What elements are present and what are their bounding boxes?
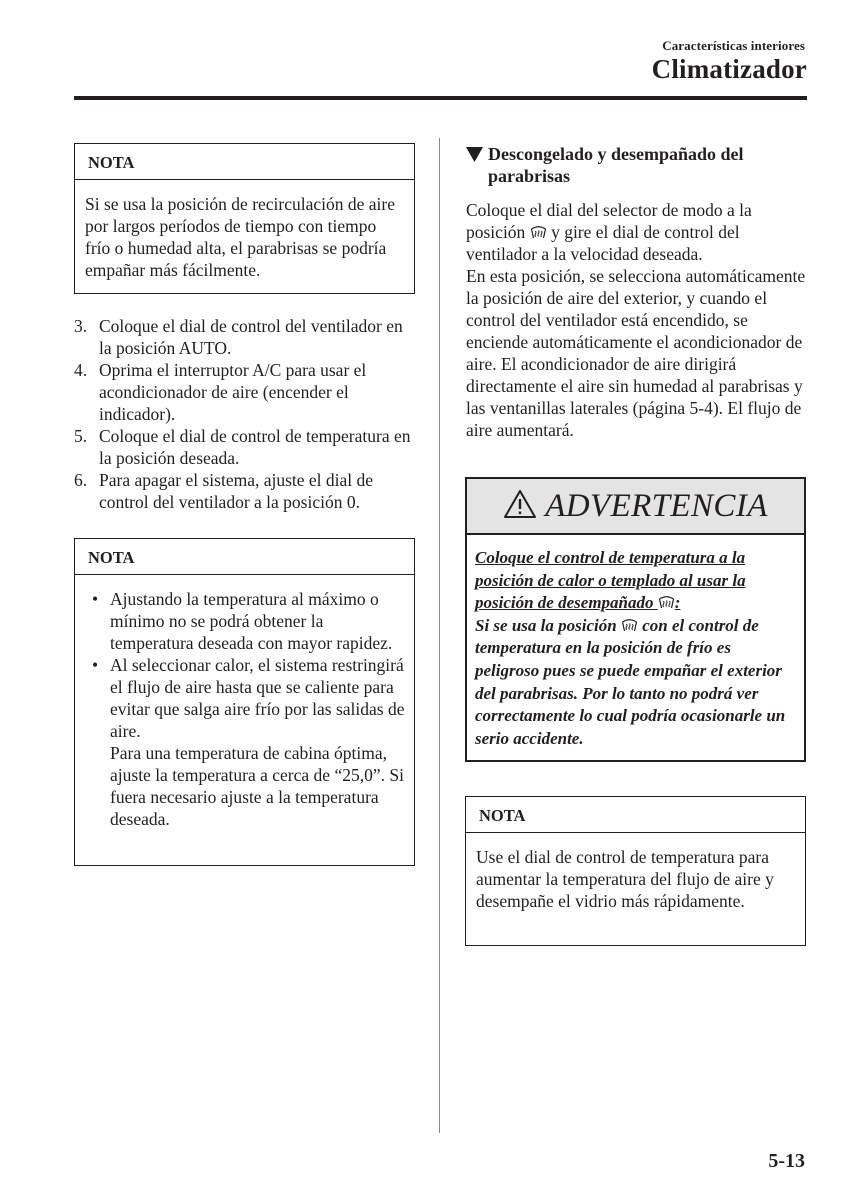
section-heading-text: Descongelado y desempañado del parabrisas — [488, 144, 744, 186]
bullet-continuation — [91, 742, 406, 830]
note-heading: NOTA — [466, 797, 805, 833]
step-text: Coloque el dial de control del ventilador en la posición AUTO. — [99, 316, 403, 358]
note-text: Use el dial de control de temperatura para aumentar la temperatura del flujo de aire y desempañe el vidrio más rápidamente. — [476, 847, 774, 911]
note-box-temperature — [74, 538, 415, 866]
warning-text-end: con el control de temperatura en la posición de frío es peligroso pues se puede empañar el exterior del parabrisas. Por lo tanto no podrá ver correctamente lo cual podría ocasionarle un serio accidente. — [475, 615, 786, 748]
body-paragraph — [466, 199, 806, 441]
step-number: 5. — [74, 426, 88, 446]
step-text: Oprima el interruptor A/C para usar el acondicionador de aire (encender el indicador). — [99, 360, 367, 424]
step-item — [74, 425, 419, 469]
steps-list — [74, 315, 419, 513]
section-triangle-icon — [466, 145, 483, 167]
windshield-defroster-icon — [658, 593, 675, 607]
bullet-marker: • — [92, 655, 99, 675]
bullet-item — [91, 588, 406, 654]
step-number: 6. — [74, 470, 88, 490]
step-number: 4. — [74, 360, 88, 380]
note-heading: NOTA — [75, 539, 414, 575]
warning-text — [475, 615, 796, 751]
step-item — [74, 359, 419, 425]
paragraph-text: Coloque el dial del selector de modo a la posición — [466, 200, 752, 242]
bullet-marker: • — [92, 589, 99, 609]
note-box-recirculation — [74, 143, 415, 294]
warning-text-start: Si se usa la posición — [475, 615, 617, 635]
note-bullets — [75, 575, 414, 838]
note-text: Si se usa la posición de recirculación de aire por largos períodos de tiempo con tiempo frío o humedad alta, el parabrisas se podría empañar más fácilmente. — [85, 194, 396, 280]
bullet-text: Ajustando la temperatura al máximo o mínimo no se podrá obtener la temperatura deseada con mayor rapidez. — [110, 589, 393, 653]
bullet-extra-text: Para una temperatura de cabina óptima, ajuste la temperatura a cerca de “25,0”. Si fuera necesario ajuste a la temperatura deseada. — [110, 743, 404, 829]
step-text: Para apagar el sistema, ajuste el dial de control del ventilador a la posición 0. — [99, 470, 374, 512]
warning-header — [467, 479, 804, 535]
bullet-text: Al seleccionar calor, el sistema restringirá el flujo de aire hasta que se caliente para evitar que salga aire frío por las salidas de aire. — [110, 655, 405, 741]
step-text: Coloque el dial de control de temperatura en la posición deseada. — [99, 426, 411, 468]
warning-box — [465, 477, 806, 762]
section-heading — [466, 143, 806, 187]
windshield-defroster-icon — [530, 222, 547, 236]
windshield-defroster-icon — [621, 616, 638, 630]
page-title: Climatizador — [651, 54, 807, 84]
bullet-item — [91, 654, 406, 742]
paragraph-text: y gire el dial de control del ventilador a la velocidad deseada. — [466, 222, 740, 264]
column-divider — [439, 138, 440, 1133]
warning-lead-colon: : — [674, 593, 681, 613]
paragraph-text: En esta posición, se selecciona automáticamente la posición de aire del exterior, y cuando el control del ventilador está encendido, se enciende automáticamente el acondicionador de aire. El acondicionador de aire dirigirá directamente el aire sin humedad al parabrisas y las ventanillas laterales (página 5-4). El flujo de aire aumentará. — [466, 266, 806, 440]
page-number: 5-13 — [768, 1150, 805, 1172]
note-heading: NOTA — [75, 144, 414, 180]
step-number: 3. — [74, 316, 88, 336]
section-label: Características interiores — [662, 38, 805, 53]
warning-title: ADVERTENCIA — [545, 487, 768, 524]
header-rule — [74, 96, 807, 100]
step-item — [74, 315, 419, 359]
warning-triangle-icon — [503, 489, 537, 524]
warning-lead — [475, 547, 796, 615]
warning-lead-text: Coloque el control de temperatura a la posición de calor o templado al usar la posición de desempañado — [475, 548, 746, 613]
note-box-defog — [465, 796, 806, 946]
step-item — [74, 469, 419, 513]
warning-body — [467, 535, 804, 758]
